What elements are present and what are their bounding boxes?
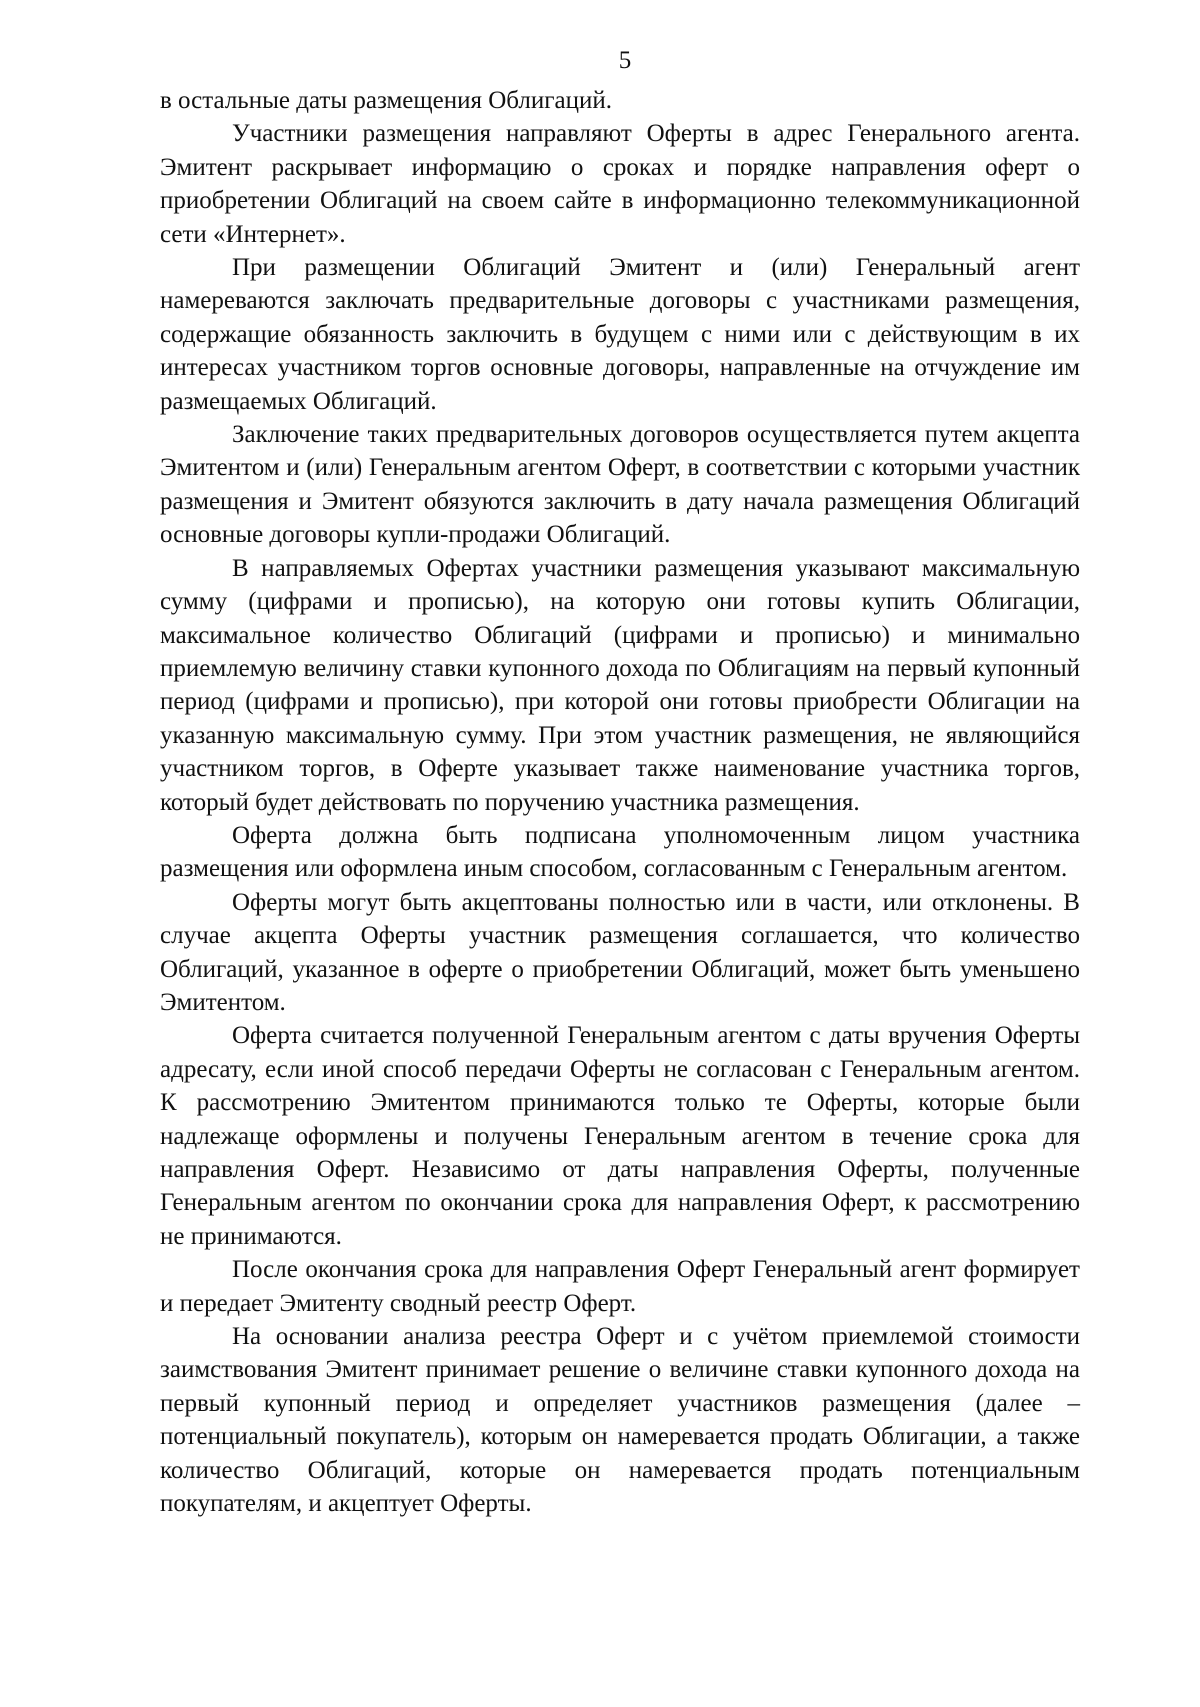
paragraph-preliminary-agreements: При размещении Облигаций Эмитент и (или) Генеральный агент намереваются заключать предварительные договоры с участниками размещения, содержащие обязанность заключить в будущем с ними или с действующим в их интересах участником торгов основные договоры, направленные на отчуждение им размещаемых Облигаций. [160, 254, 1080, 415]
paragraph-offer-signature: Оферта должна быть подписана уполномоченным лицом участника размещения или оформлена иным способом, согласованным с Генеральным агентом. [160, 821, 1080, 883]
paragraph-offer-acceptance: Оферты могут быть акцептованы полностью или в части, или отклонены. В случае акцепта Оферты участник размещения соглашается, что количество Облигаций, указанное в оферте о приобретении Облигаций, может быть уменьшено Эмитентом. [160, 888, 1080, 1016]
paragraph-offer-contents: В направляемых Офертах участники размещения указывают максимальную сумму (цифрами и прописью), на которую они готовы купить Облигации, максимальное количество Облигаций (цифрами и прописью) и минимально приемлемую величину ставки купонного дохода по Облигациям на первый купонный период (цифрами и прописью), при которой они готовы приобрести Облигации на указанную максимальную сумму. При этом участник размещения, не являющийся участником торгов, в Оферте указывает также наименование участника торгов, который будет действовать по поручению участника размещения. [160, 554, 1080, 816]
page-number: 5 [618, 47, 632, 74]
paragraph-continuation: в остальные даты размещения Облигаций. [160, 87, 612, 114]
paragraph-offers-submission: Участники размещения направляют Оферты в адрес Генерального агента. Эмитент раскрывает информацию о сроках и порядке направления оферт о приобретении Облигаций на своем сайте в информационно телекоммуникационной сети «Интернет». [160, 120, 1080, 248]
paragraph-offer-receipt: Оферта считается полученной Генеральным агентом с даты вручения Оферты адресату, если иной способ передачи Оферты не согласован с Генеральным агентом. К рассмотрению Эмитентом принимаются только те Оферты, которые были надлежаще оформлены и получены Генеральным агентом в течение срока для направления Оферт. Независимо от даты направления Оферты, полученные Генеральным агентом по окончании срока для направления Оферт, к рассмотрению не принимаются. [160, 1022, 1080, 1250]
paragraph-coupon-decision: На основании анализа реестра Оферт и с учётом приемлемой стоимости заимствования Эмитент принимает решение о величине ставки купонного дохода на первый купонный период и определяет участников размещения (далее – потенциальный покупатель), которым он намеревается продать Облигации, а также количество Облигаций, которые он намеревается продать потенциальным покупателям, и акцептует Оферты. [160, 1323, 1080, 1518]
paragraph-agreement-conclusion: Заключение таких предварительных договоров осуществляется путем акцепта Эмитентом и (или) Генеральным агентом Оферт, в соответствии с которыми участник размещения и Эмитент обязуются заключить в дату начала размещения Облигаций основные договоры купли-продажи Облигаций. [160, 421, 1080, 549]
document-body [160, 84, 1080, 1520]
paragraph-offer-registry: После окончания срока для направления Оферт Генеральный агент формирует и передает Эмитенту сводный реестр Оферт. [160, 1256, 1080, 1317]
